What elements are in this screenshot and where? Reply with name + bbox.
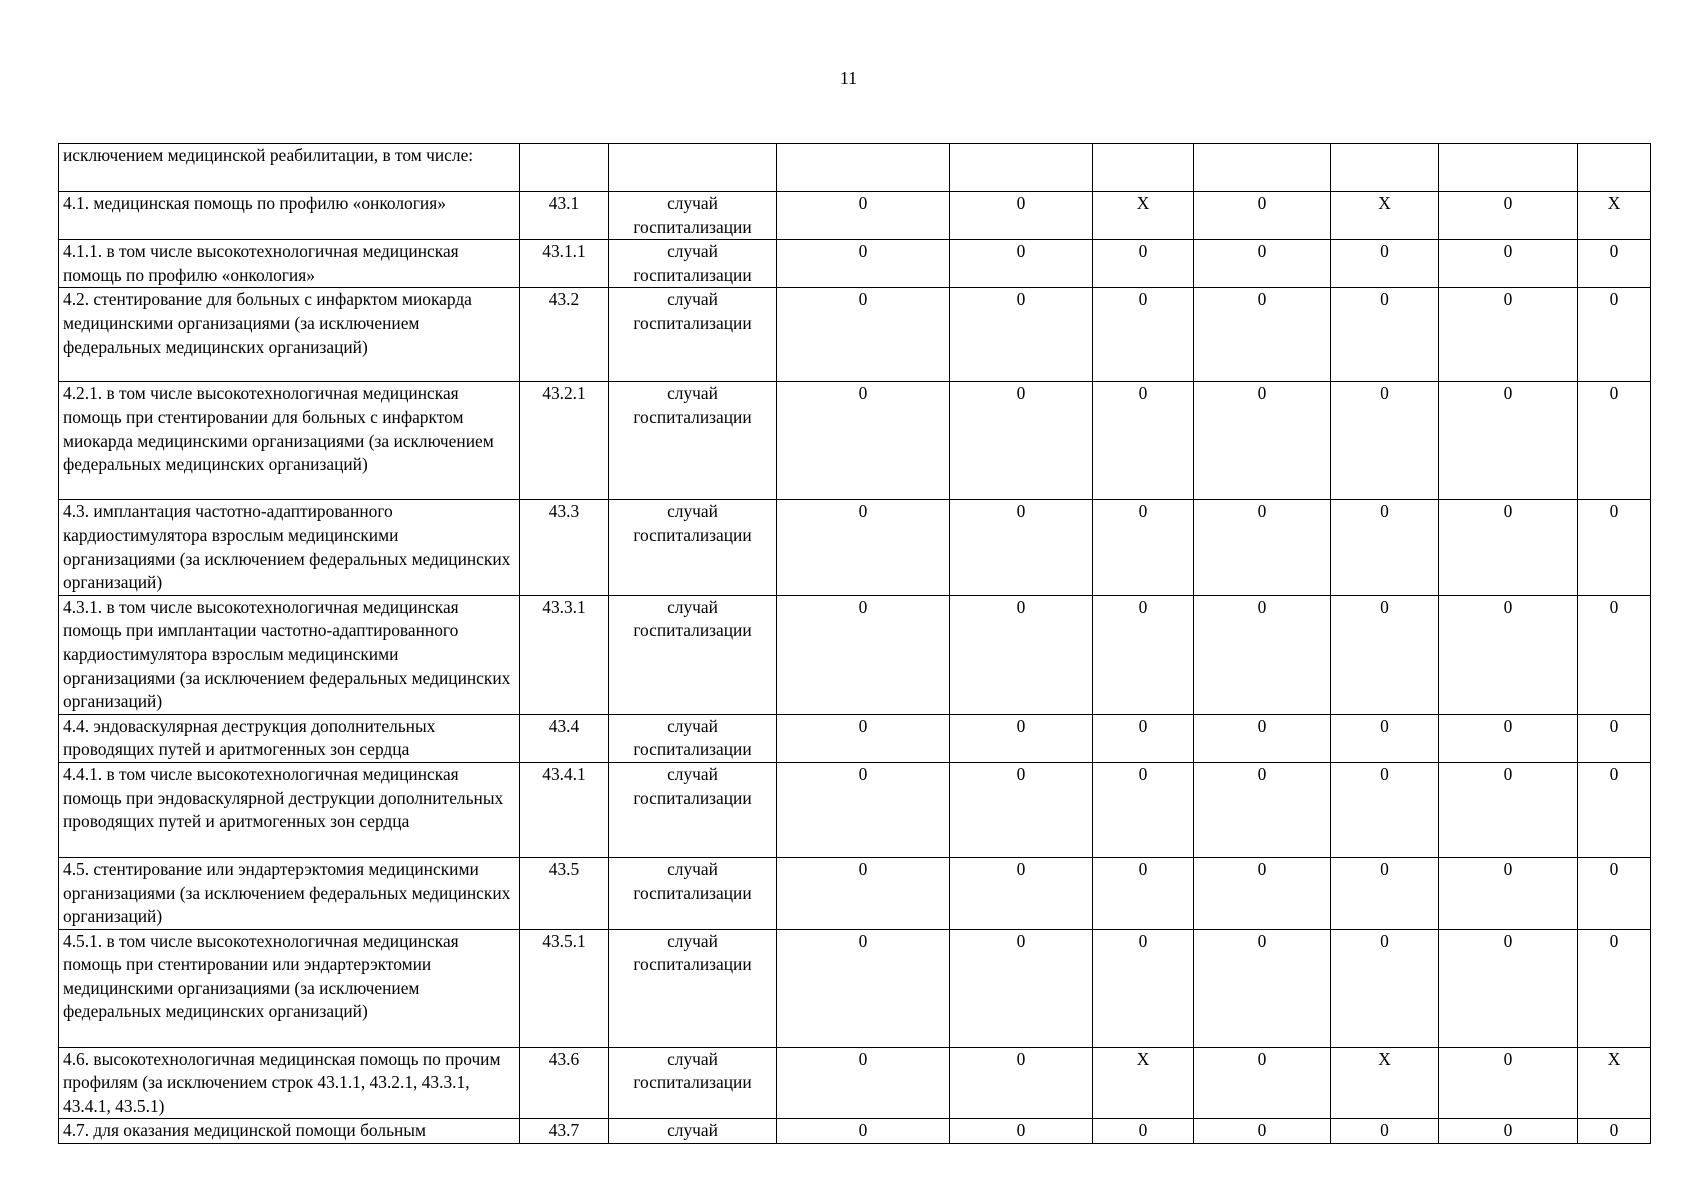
value-cell: 0 — [1093, 595, 1194, 714]
value-cell: 0 — [950, 382, 1093, 500]
value-cell: 0 — [1439, 762, 1578, 857]
value-cell: 0 — [1331, 240, 1439, 288]
row-name-cell: исключением медицинской реабилитации, в том числе: — [59, 144, 520, 192]
page-number: 11 — [839, 68, 858, 88]
table-body — [59, 144, 1651, 1144]
value-cell: 0 — [950, 857, 1093, 929]
value-cell: 0 — [1331, 762, 1439, 857]
table-row — [59, 1119, 1651, 1144]
value-cell: 0 — [777, 1119, 950, 1144]
row-unit-cell: случай госпитализации — [609, 1047, 777, 1119]
row-unit-cell: случай госпитализации — [609, 714, 777, 762]
row-name-cell: 4.7. для оказания медицинской помощи больным — [59, 1119, 520, 1144]
row-unit-cell: случай госпитализации — [609, 192, 777, 240]
value-cell: 0 — [950, 500, 1093, 595]
value-cell: 0 — [950, 929, 1093, 1047]
value-cell: 0 — [1331, 595, 1439, 714]
table-row — [59, 382, 1651, 500]
row-code-cell: 43.5.1 — [520, 929, 609, 1047]
table-row — [59, 288, 1651, 382]
row-unit-cell: случай госпитализации — [609, 929, 777, 1047]
value-cell: X — [1578, 1047, 1651, 1119]
value-cell: 0 — [1439, 382, 1578, 500]
table-row — [59, 1047, 1651, 1119]
row-code-cell: 43.1.1 — [520, 240, 609, 288]
value-cell: 0 — [1331, 288, 1439, 382]
value-cell: 0 — [777, 288, 950, 382]
value-cell: 0 — [1578, 382, 1651, 500]
value-cell: 0 — [1194, 1119, 1331, 1144]
value-cell: 0 — [950, 240, 1093, 288]
value-cell: 0 — [777, 857, 950, 929]
value-cell: 0 — [950, 595, 1093, 714]
value-cell: X — [1093, 1047, 1194, 1119]
value-cell — [777, 144, 950, 192]
value-cell: 0 — [1093, 714, 1194, 762]
value-cell: 0 — [777, 595, 950, 714]
value-cell: 0 — [1194, 762, 1331, 857]
value-cell: 0 — [777, 762, 950, 857]
row-code-cell: 43.2 — [520, 288, 609, 382]
value-cell: 0 — [1194, 192, 1331, 240]
value-cell: 0 — [1331, 500, 1439, 595]
row-code-cell: 43.3 — [520, 500, 609, 595]
row-name-cell: 4.3. имплантация частотно-адаптированного кардиостимулятора взрослым медицинскими организациями (за исключением федеральных медицинских организаций) — [59, 500, 520, 595]
table-row — [59, 144, 1651, 192]
value-cell: 0 — [1439, 288, 1578, 382]
row-code-cell: 43.7 — [520, 1119, 609, 1144]
table-row — [59, 500, 1651, 595]
value-cell: 0 — [1578, 500, 1651, 595]
value-cell — [1578, 144, 1651, 192]
row-code-cell — [520, 144, 609, 192]
row-unit-cell — [609, 144, 777, 192]
value-cell: 0 — [950, 1119, 1093, 1144]
table-row — [59, 714, 1651, 762]
value-cell: 0 — [1578, 857, 1651, 929]
value-cell: 0 — [1439, 240, 1578, 288]
value-cell: 0 — [1439, 1047, 1578, 1119]
row-name-cell: 4.3.1. в том числе высокотехнологичная медицинская помощь при имплантации частотно-адаптированного кардиостимулятора взрослым медицинскими организациями (за исключением федеральных медицинских организаций) — [59, 595, 520, 714]
value-cell: X — [1331, 192, 1439, 240]
value-cell: 0 — [1578, 288, 1651, 382]
value-cell: 0 — [1439, 714, 1578, 762]
value-cell: X — [1578, 192, 1651, 240]
row-code-cell: 43.5 — [520, 857, 609, 929]
value-cell: 0 — [777, 929, 950, 1047]
value-cell: 0 — [777, 714, 950, 762]
row-name-cell: 4.5. стентирование или эндартерэктомия медицинскими организациями (за исключением федеральных медицинских организаций) — [59, 857, 520, 929]
value-cell: 0 — [1439, 595, 1578, 714]
value-cell: 0 — [1194, 857, 1331, 929]
value-cell: 0 — [1578, 929, 1651, 1047]
value-cell — [1194, 144, 1331, 192]
value-cell — [950, 144, 1093, 192]
row-name-cell: 4.2. стентирование для больных с инфарктом миокарда медицинскими организациями (за исключением федеральных медицинских организаций) — [59, 288, 520, 382]
value-cell: 0 — [1194, 1047, 1331, 1119]
value-cell: 0 — [1578, 762, 1651, 857]
value-cell: 0 — [1331, 1119, 1439, 1144]
value-cell: 0 — [1194, 288, 1331, 382]
value-cell: 0 — [1331, 714, 1439, 762]
row-unit-cell: случай госпитализации — [609, 857, 777, 929]
value-cell: 0 — [950, 762, 1093, 857]
value-cell: 0 — [1093, 762, 1194, 857]
document-table — [58, 143, 1651, 1144]
value-cell: 0 — [1093, 929, 1194, 1047]
value-cell: 0 — [1439, 857, 1578, 929]
row-unit-cell: случай госпитализации — [609, 382, 777, 500]
value-cell: 0 — [1194, 929, 1331, 1047]
row-name-cell: 4.2.1. в том числе высокотехнологичная медицинская помощь при стентировании для больных с инфарктом миокарда медицинскими организациями (за исключением федеральных медицинских организаций) — [59, 382, 520, 500]
value-cell — [1439, 144, 1578, 192]
row-name-cell: 4.4. эндоваскулярная деструкция дополнительных проводящих путей и аритмогенных зон сердца — [59, 714, 520, 762]
value-cell: X — [1331, 1047, 1439, 1119]
value-cell: 0 — [777, 382, 950, 500]
table-row — [59, 929, 1651, 1047]
row-name-cell: 4.4.1. в том числе высокотехнологичная медицинская помощь при эндоваскулярной деструкции дополнительных проводящих путей и аритмогенных зон сердца — [59, 762, 520, 857]
value-cell: 0 — [950, 288, 1093, 382]
row-unit-cell: случай госпитализации — [609, 288, 777, 382]
row-name-cell: 4.6. высокотехнологичная медицинская помощь по прочим профилям (за исключением строк 43.1.1, 43.2.1, 43.3.1, 43.4.1, 43.5.1) — [59, 1047, 520, 1119]
table-row — [59, 240, 1651, 288]
row-unit-cell: случай госпитализации — [609, 240, 777, 288]
value-cell: 0 — [1578, 714, 1651, 762]
row-code-cell: 43.4 — [520, 714, 609, 762]
value-cell: 0 — [1331, 857, 1439, 929]
value-cell: 0 — [1578, 595, 1651, 714]
row-code-cell: 43.2.1 — [520, 382, 609, 500]
row-code-cell: 43.1 — [520, 192, 609, 240]
row-code-cell: 43.6 — [520, 1047, 609, 1119]
table-row — [59, 192, 1651, 240]
value-cell: 0 — [1093, 382, 1194, 500]
row-code-cell: 43.3.1 — [520, 595, 609, 714]
value-cell: 0 — [1194, 382, 1331, 500]
value-cell: 0 — [1578, 240, 1651, 288]
value-cell: 0 — [1093, 288, 1194, 382]
value-cell: 0 — [1194, 500, 1331, 595]
value-cell: 0 — [1331, 382, 1439, 500]
row-code-cell: 43.4.1 — [520, 762, 609, 857]
row-unit-cell: случай госпитализации — [609, 595, 777, 714]
value-cell: 0 — [950, 1047, 1093, 1119]
value-cell: 0 — [1093, 240, 1194, 288]
table-row — [59, 857, 1651, 929]
value-cell: 0 — [1331, 929, 1439, 1047]
value-cell: 0 — [1093, 500, 1194, 595]
value-cell: 0 — [1439, 1119, 1578, 1144]
row-name-cell: 4.5.1. в том числе высокотехнологичная медицинская помощь при стентировании или эндартерэктомии медицинскими организациями (за исключением федеральных медицинских организаций) — [59, 929, 520, 1047]
row-unit-cell: случай госпитализации — [609, 762, 777, 857]
value-cell: 0 — [1194, 714, 1331, 762]
value-cell: 0 — [1194, 595, 1331, 714]
value-cell: X — [1093, 192, 1194, 240]
table-row — [59, 762, 1651, 857]
value-cell: 0 — [950, 714, 1093, 762]
row-name-cell: 4.1. медицинская помощь по профилю «онкология» — [59, 192, 520, 240]
row-name-cell: 4.1.1. в том числе высокотехнологичная медицинская помощь по профилю «онкология» — [59, 240, 520, 288]
value-cell: 0 — [777, 192, 950, 240]
value-cell: 0 — [1439, 192, 1578, 240]
value-cell: 0 — [777, 240, 950, 288]
value-cell: 0 — [1439, 929, 1578, 1047]
value-cell — [1331, 144, 1439, 192]
value-cell: 0 — [777, 1047, 950, 1119]
value-cell: 0 — [1093, 857, 1194, 929]
value-cell: 0 — [950, 192, 1093, 240]
row-unit-cell: случай госпитализации — [609, 500, 777, 595]
table-row — [59, 595, 1651, 714]
value-cell: 0 — [1194, 240, 1331, 288]
row-unit-cell: случай — [609, 1119, 777, 1144]
value-cell: 0 — [777, 500, 950, 595]
value-cell: 0 — [1093, 1119, 1194, 1144]
value-cell: 0 — [1578, 1119, 1651, 1144]
value-cell — [1093, 144, 1194, 192]
value-cell: 0 — [1439, 500, 1578, 595]
